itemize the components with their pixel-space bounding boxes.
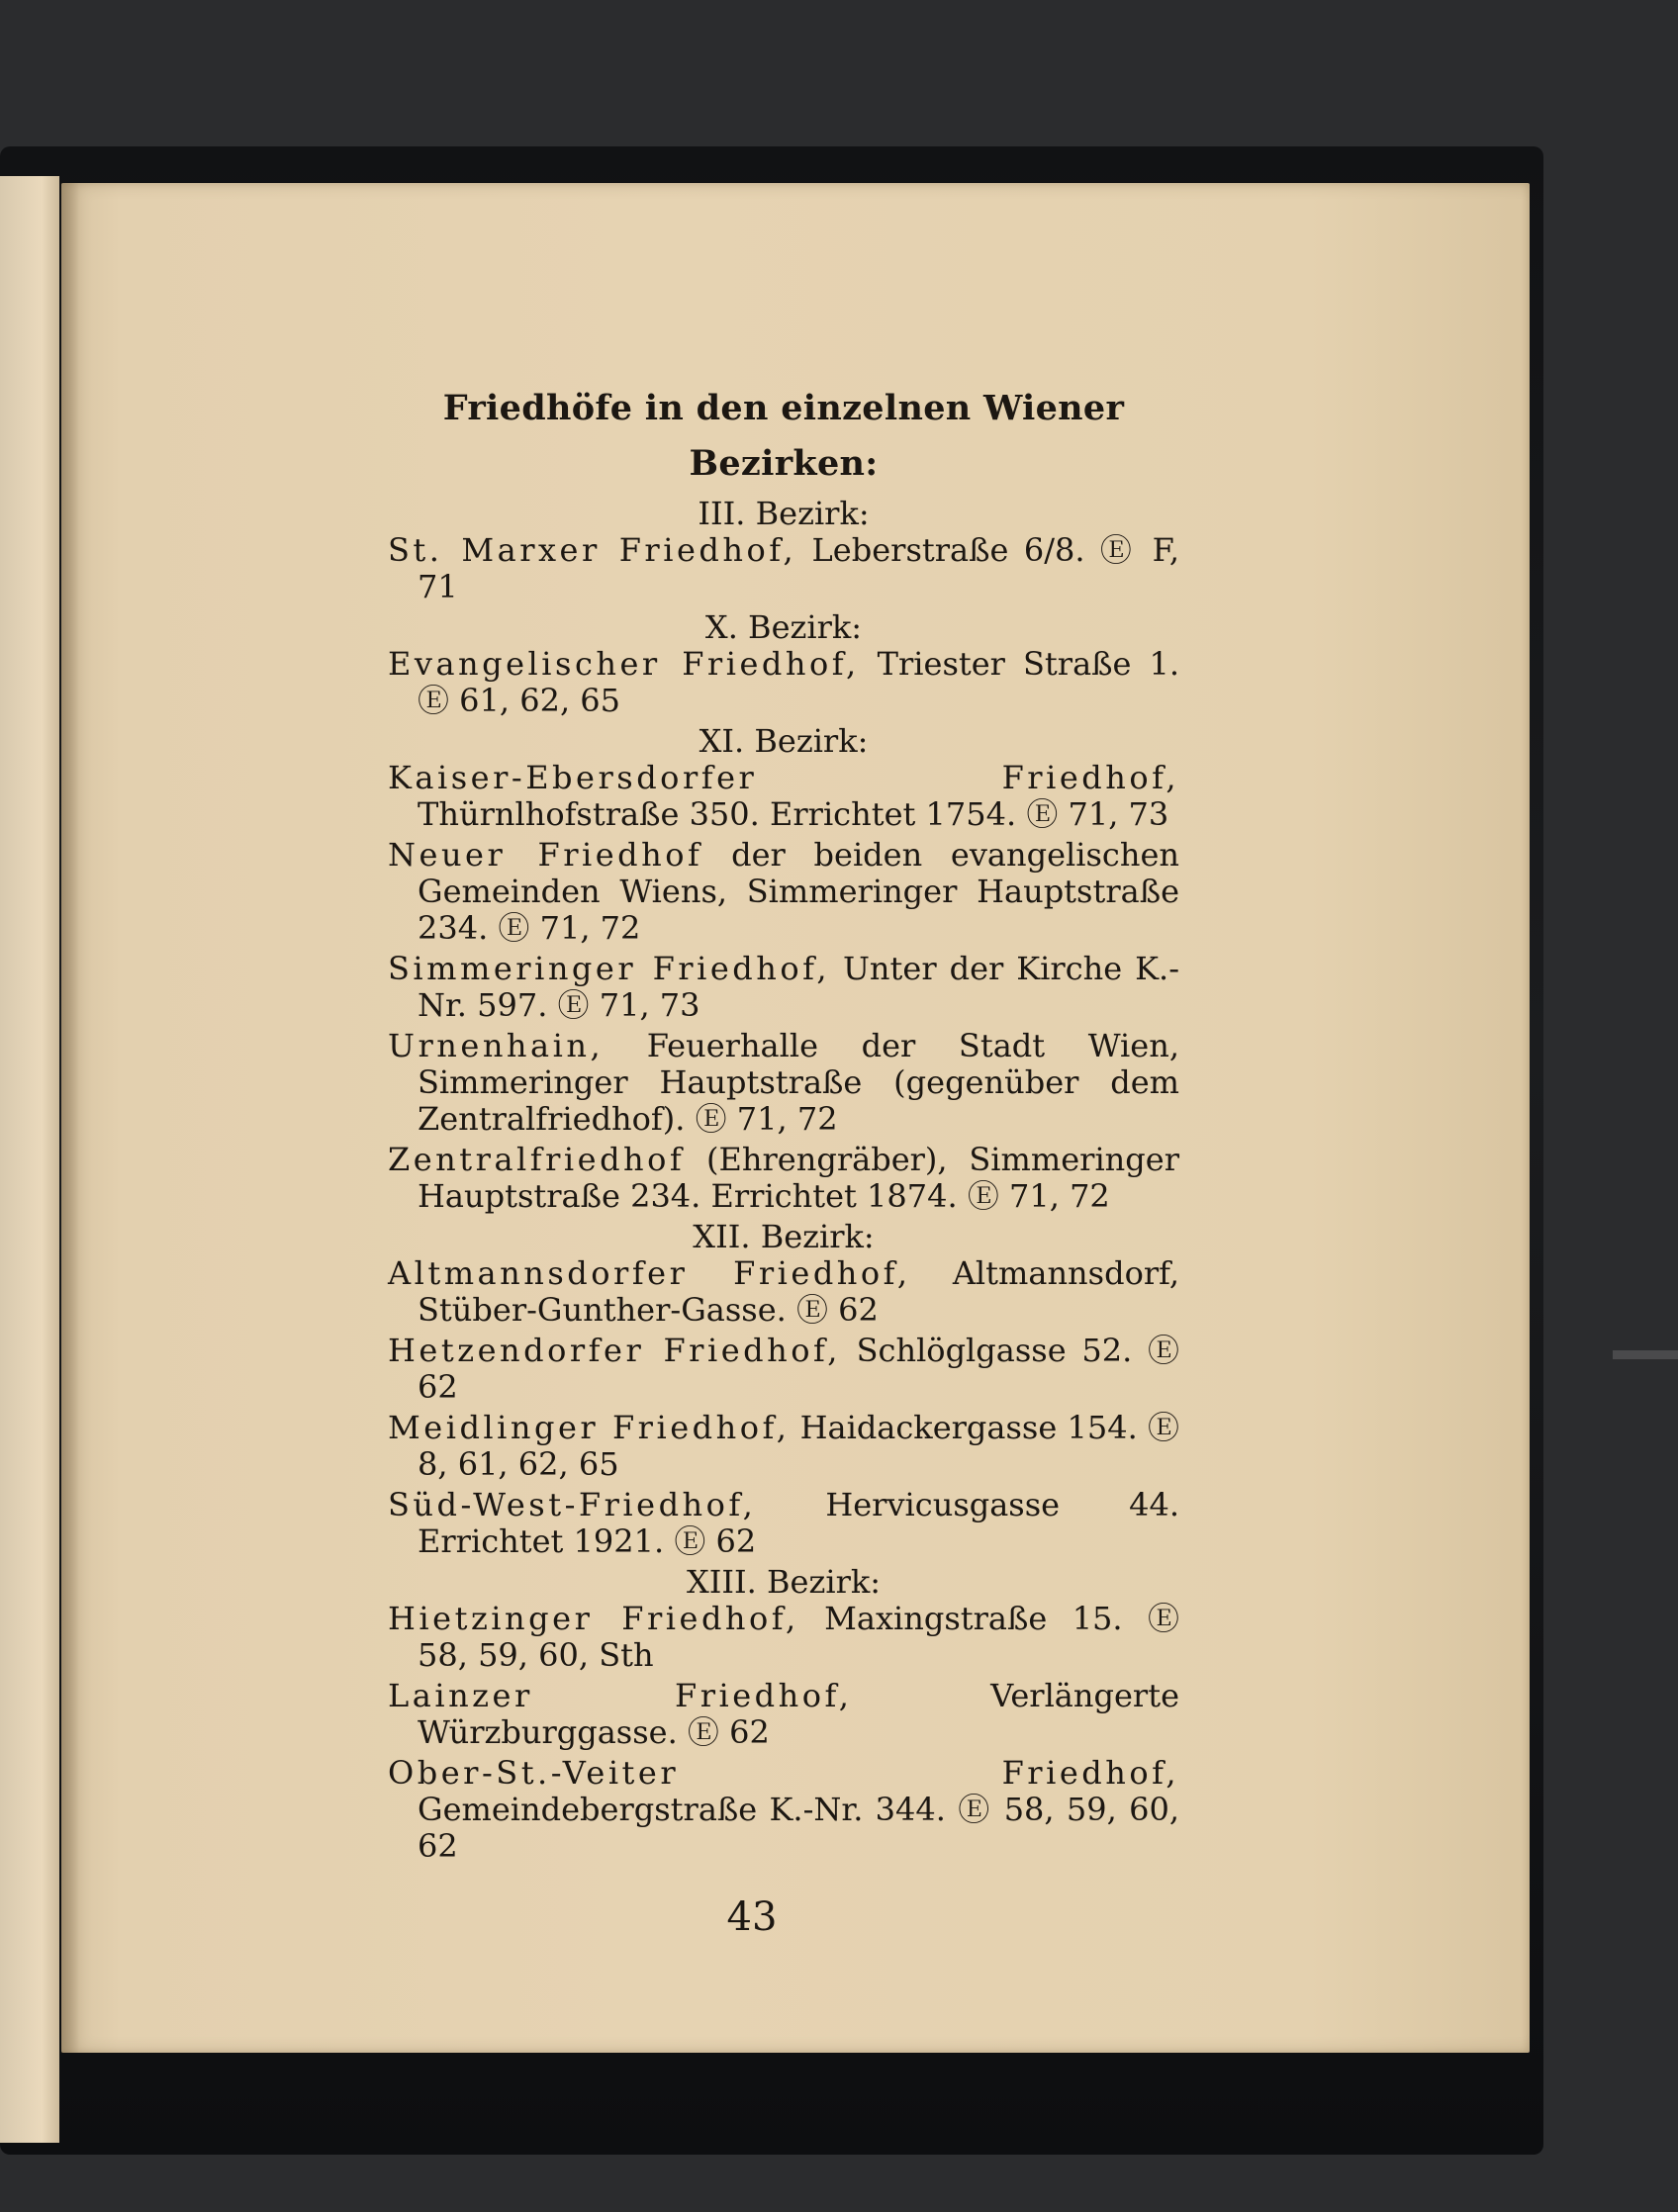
- cemetery-entry: [388, 837, 1179, 947]
- cemetery-details: Triester Straße 1. Ⓔ 61, 62, 65: [418, 645, 1179, 719]
- cemetery-entry: [388, 1255, 1179, 1329]
- cemetery-entry: [388, 1410, 1179, 1483]
- section-district-10: [388, 609, 1179, 719]
- cemetery-name: Hetzendorfer Friedhof,: [388, 1332, 841, 1369]
- cemetery-entry: [388, 1487, 1179, 1560]
- cemetery-name: Meidlinger Friedhof,: [388, 1409, 791, 1446]
- cemetery-entry: [388, 646, 1179, 719]
- page-heading: Friedhöfe in den einzelnen Wiener Bezirken:: [442, 388, 1125, 484]
- cemetery-name: Ober-St.-Veiter Friedhof,: [388, 1754, 1179, 1792]
- page-text: [388, 381, 1179, 1869]
- section-district-3: [388, 496, 1179, 605]
- cemetery-details: Feuerhalle der Stadt Wien, Simmeringer Hauptstraße (gegenüber dem Zentralfriedhof). Ⓔ 71, 72: [418, 1027, 1179, 1138]
- cemetery-name: St. Marxer Friedhof,: [388, 531, 797, 569]
- cemetery-name: Süd-West-Friedhof,: [388, 1486, 757, 1523]
- cemetery-entry: [388, 1333, 1179, 1406]
- cemetery-details: Gemeindebergstraße K.-Nr. 344. Ⓔ 58, 59, 60, 62: [418, 1791, 1179, 1865]
- cemetery-entry: [388, 1142, 1179, 1215]
- cemetery-entry: [388, 1028, 1179, 1138]
- district-heading: X. Bezirk:: [704, 608, 863, 646]
- district-heading: XIII. Bezirk:: [686, 1563, 882, 1601]
- cemetery-entry: [388, 1755, 1179, 1865]
- facing-page-edge: [0, 176, 59, 2143]
- cemetery-name: Evangelischer Friedhof,: [388, 645, 860, 683]
- district-heading: XI. Bezirk:: [699, 722, 869, 760]
- page-gutter-shadow: [61, 183, 79, 2053]
- section-district-12: [388, 1219, 1179, 1560]
- cemetery-details: Verlängerte Würzburggasse. Ⓔ 62: [418, 1677, 1180, 1751]
- cemetery-entry: [388, 1678, 1179, 1751]
- cemetery-name: Lainzer Friedhof,: [388, 1677, 853, 1714]
- cemetery-entry: [388, 1601, 1179, 1674]
- cemetery-details: Altmannsdorf, Stüber-Gunther-Gasse. Ⓔ 62: [418, 1254, 1180, 1329]
- cemetery-name: Hietzinger Friedhof,: [388, 1600, 799, 1637]
- page-number: 43: [726, 1894, 778, 1940]
- cemetery-name: Urnenhain,: [388, 1027, 605, 1064]
- background-mark: [1613, 1350, 1678, 1359]
- cemetery-details: der beiden evangelischen Gemeinden Wiens, Simmeringer Hauptstraße 234. Ⓔ 71, 72: [418, 836, 1180, 947]
- cemetery-details: Schlöglgasse 52. Ⓔ 62: [418, 1332, 1179, 1406]
- cemetery-name: Altmannsdorfer Friedhof,: [388, 1254, 911, 1292]
- district-heading: XII. Bezirk:: [693, 1218, 875, 1255]
- cemetery-name: Neuer Friedhof: [388, 836, 703, 874]
- section-district-11: [388, 723, 1179, 1215]
- cemetery-entry: [388, 951, 1179, 1024]
- cemetery-details: Leberstraße 6/8. Ⓔ F, 71: [418, 531, 1179, 605]
- cemetery-name: Zentralfriedhof: [388, 1141, 686, 1178]
- cemetery-details: Haidackergasse 154. Ⓔ 8, 61, 62, 65: [418, 1409, 1179, 1483]
- cemetery-name: Kaiser-Ebersdorfer Friedhof,: [388, 759, 1179, 796]
- district-heading: III. Bezirk:: [698, 495, 870, 532]
- cemetery-name: Simmeringer Friedhof,: [388, 950, 830, 987]
- cemetery-details: Unter der Kirche K.-Nr. 597. Ⓔ 71, 73: [418, 950, 1179, 1024]
- cemetery-entry: [388, 760, 1179, 833]
- cemetery-details: Hervicusgasse 44. Errichtet 1921. Ⓔ 62: [418, 1486, 1179, 1560]
- section-district-13: [388, 1564, 1179, 1865]
- cemetery-details: Thürnlhofstraße 350. Errichtet 1754. Ⓔ 71, 73: [418, 795, 1169, 833]
- cemetery-details: Maxingstraße 15. Ⓔ 58, 59, 60, Sth: [418, 1600, 1179, 1674]
- cemetery-details: (Ehrengräber), Simmeringer Hauptstraße 234. Errichtet 1874. Ⓔ 71, 72: [418, 1141, 1179, 1215]
- cemetery-entry: [388, 532, 1179, 605]
